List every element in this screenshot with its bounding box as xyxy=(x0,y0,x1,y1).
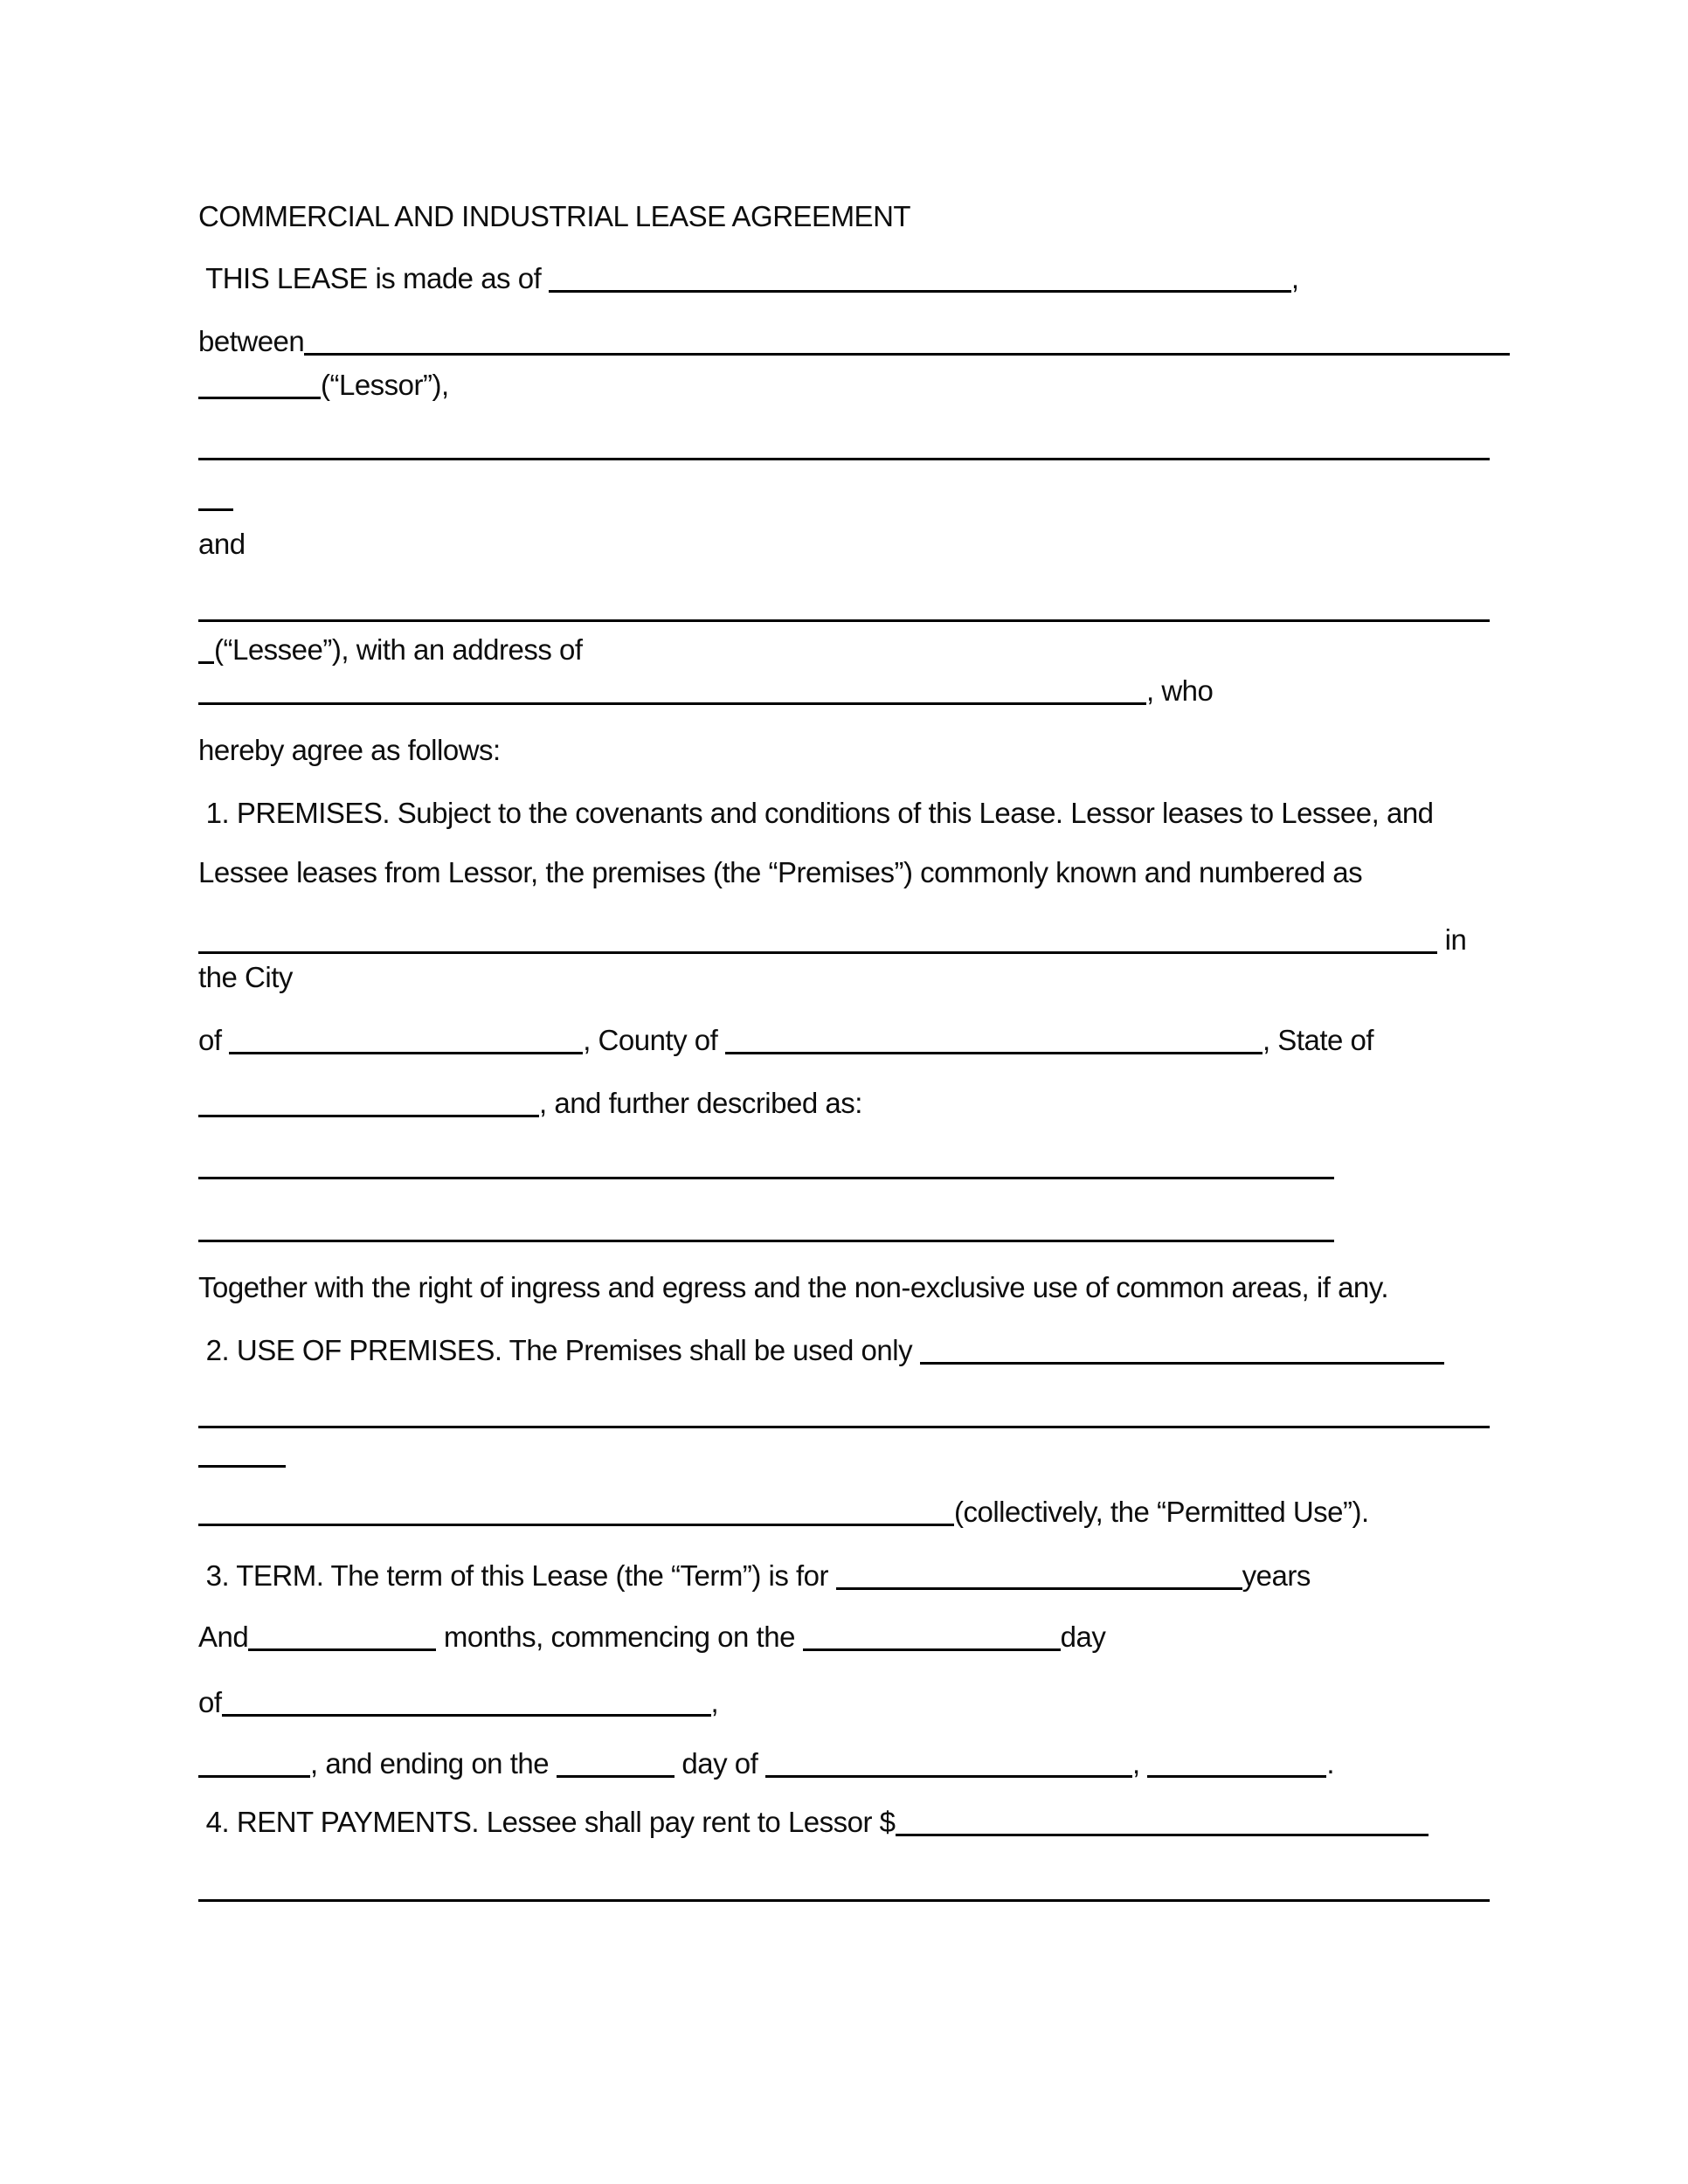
text-segment: 2. USE OF PREMISES. The Premises shall be used only xyxy=(198,1334,920,1366)
and-connector-line xyxy=(198,524,246,564)
term-months-line xyxy=(198,1617,1105,1657)
text-segment: , and further described as: xyxy=(539,1087,862,1119)
blank-field[interactable] xyxy=(1147,1774,1326,1778)
blank-field[interactable] xyxy=(198,508,233,511)
text-segment: , xyxy=(1131,1747,1148,1780)
lessor-address-continuation-line xyxy=(198,477,233,517)
premises-address-blank-line xyxy=(198,920,1466,960)
agreement-intro-line xyxy=(198,730,501,771)
premises-clause-line-1 xyxy=(198,793,1434,833)
blank-field[interactable] xyxy=(765,1774,1132,1778)
text-segment: the City xyxy=(198,961,293,993)
text-segment: , xyxy=(710,1686,719,1718)
blank-field[interactable] xyxy=(198,396,321,399)
lessor-name-line xyxy=(198,321,1510,362)
premises-description-intro-line xyxy=(198,1083,862,1123)
text-segment: , County of xyxy=(583,1024,725,1056)
blank-field[interactable] xyxy=(198,457,1490,460)
lessee-address-line xyxy=(198,671,1213,711)
blank-field[interactable] xyxy=(198,1425,1490,1428)
blank-field[interactable] xyxy=(198,1464,286,1468)
use-of-premises-line xyxy=(198,1330,1444,1371)
lessee-name-blank-line xyxy=(198,588,1490,628)
text-segment: of xyxy=(198,1686,222,1718)
blank-field[interactable] xyxy=(198,1523,954,1526)
blank-field[interactable] xyxy=(198,950,1437,954)
lessee-label-line xyxy=(198,630,583,670)
lease-date-line xyxy=(198,259,1299,299)
rent-amount-blank-line xyxy=(198,1868,1490,1908)
text-segment: THIS LEASE is made as of xyxy=(198,262,549,294)
blank-field[interactable] xyxy=(304,352,1510,356)
text-segment: of xyxy=(198,1024,230,1056)
blank-field[interactable] xyxy=(248,1648,436,1651)
text-segment: And xyxy=(198,1621,249,1653)
blank-field[interactable] xyxy=(198,660,214,664)
text-segment: , xyxy=(1290,262,1299,294)
text-segment: 4. RENT PAYMENTS. Lessee shall pay rent to Lessor $ xyxy=(198,1806,896,1838)
text-segment: between xyxy=(198,325,305,357)
text-segment: in xyxy=(1437,923,1467,956)
lessor-label-line xyxy=(198,365,449,405)
ingress-egress-line xyxy=(198,1268,1388,1308)
blank-field[interactable] xyxy=(549,289,1291,293)
text-segment: (collectively, the “Permitted Use”). xyxy=(954,1496,1369,1528)
use-blank-line-2 xyxy=(198,1434,286,1474)
text-segment: hereby agree as follows: xyxy=(198,734,501,766)
blank-field[interactable] xyxy=(198,1898,1490,1902)
premises-city-line xyxy=(198,957,293,998)
text-segment: 1. PREMISES. Subject to the covenants and conditions of this Lease. Lessor leases to Lessee, and xyxy=(198,797,1434,829)
text-segment: months, commencing on the xyxy=(436,1621,803,1653)
blank-field[interactable] xyxy=(198,1114,539,1117)
permitted-use-line xyxy=(198,1492,1369,1532)
term-commencement-month-line xyxy=(198,1683,718,1723)
text-segment: . xyxy=(1326,1747,1334,1780)
text-segment: COMMERCIAL AND INDUSTRIAL LEASE AGREEMENT xyxy=(198,200,911,232)
text-segment: day xyxy=(1060,1621,1106,1653)
blank-field[interactable] xyxy=(198,1774,310,1778)
use-blank-line-1 xyxy=(198,1394,1490,1434)
page-title xyxy=(198,197,910,237)
blank-field[interactable] xyxy=(725,1051,1263,1054)
rent-payments-line xyxy=(198,1802,1429,1842)
text-segment: day of xyxy=(674,1747,765,1780)
premises-description-blank-1 xyxy=(198,1145,1334,1185)
blank-field[interactable] xyxy=(222,1713,711,1717)
blank-field[interactable] xyxy=(803,1648,1061,1651)
blank-field[interactable] xyxy=(229,1051,583,1054)
text-segment: Lessee leases from Lessor, the premises (the “Premises”) commonly known and numbered as xyxy=(198,856,1363,888)
blank-field[interactable] xyxy=(198,702,1146,705)
text-segment: and xyxy=(198,528,246,560)
lessor-address-blank-line xyxy=(198,426,1490,467)
text-segment: , State of xyxy=(1262,1024,1374,1056)
blank-field[interactable] xyxy=(198,619,1490,622)
text-segment: 3. TERM. The term of this Lease (the “Term”) is for xyxy=(198,1559,836,1592)
premises-county-state-line xyxy=(198,1020,1373,1061)
premises-clause-line-2 xyxy=(198,853,1362,893)
blank-field[interactable] xyxy=(557,1774,675,1778)
blank-field[interactable] xyxy=(198,1239,1334,1242)
text-segment: years xyxy=(1242,1559,1311,1592)
blank-field[interactable] xyxy=(896,1833,1429,1836)
text-segment: (“Lessee”), with an address of xyxy=(214,633,583,666)
text-segment: (“Lessor”), xyxy=(321,369,449,401)
text-segment: Together with the right of ingress and egress and the non-exclusive use of common areas, if any. xyxy=(198,1271,1388,1303)
term-ending-line xyxy=(198,1744,1334,1784)
blank-field[interactable] xyxy=(920,1361,1444,1365)
blank-field[interactable] xyxy=(198,1176,1334,1179)
term-years-line xyxy=(198,1556,1311,1596)
blank-field[interactable] xyxy=(836,1586,1242,1590)
premises-description-blank-2 xyxy=(198,1208,1334,1248)
text-segment: , and ending on the xyxy=(310,1747,557,1780)
text-segment: , who xyxy=(1146,674,1214,707)
